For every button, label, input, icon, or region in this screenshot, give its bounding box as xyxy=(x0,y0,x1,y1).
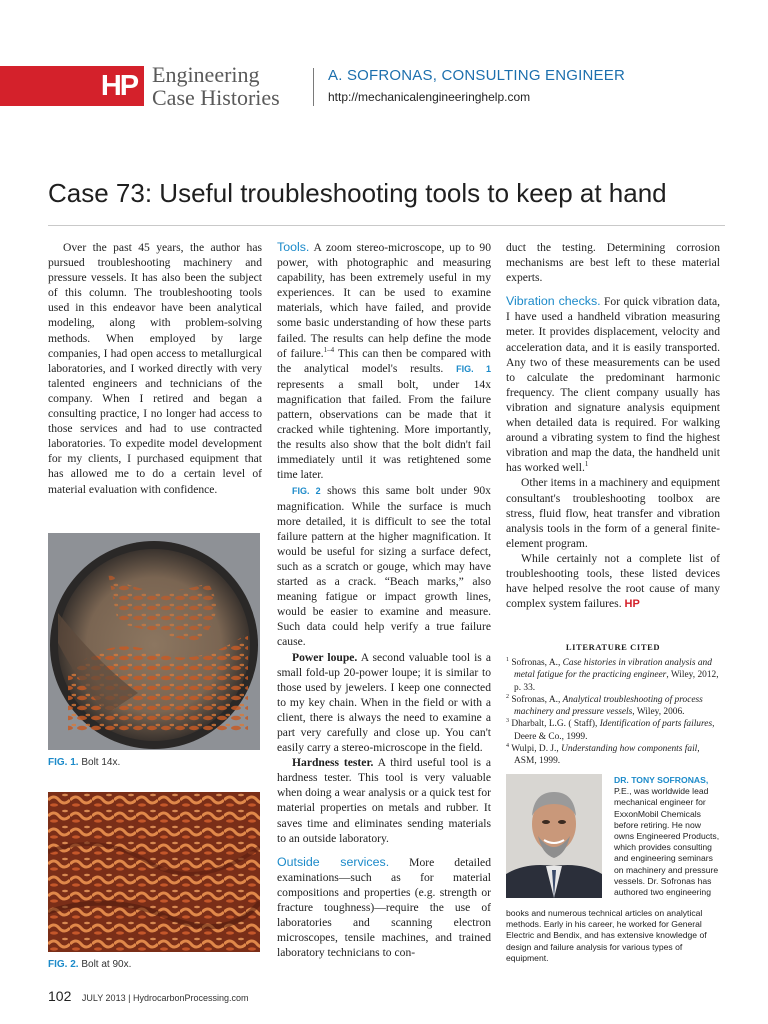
issue-date: JULY 2013 xyxy=(81,993,126,1003)
column-1 xyxy=(48,240,262,497)
hardness-paragraph: Hardness tester. A third useful tool is a hardness tester. This tool is very valuable when doing a wear analysis or a quick test for material properties on metals and rubber. It saves time and eliminates sending materials to an outside laboratory. xyxy=(277,756,491,845)
fig2-bolt-photo xyxy=(48,792,260,952)
intro-paragraph: Over the past 45 years, the author has pursued troubleshooting machinery and pressure vessels. It has also been the subject of this column. The troubleshooting tools used in this endeavor have been analytical modeling, along with problem-solving methods. When employed by large companies, I had open access to metallurgical laboratories, and I worked directly with very talented engineers and technicians of the company. When I retired and began a consulting practice, I no longer had access to those services and had to use contracted laboratories. To expedite model development for my clients, I purchased equipment that has allowed me to do a certain level of material evaluation with confidence. xyxy=(48,241,262,496)
fig1-bolt-photo xyxy=(48,533,260,750)
fig1-caption: FIG. 1. Bolt 14x. xyxy=(48,757,121,768)
literature-cited xyxy=(506,642,720,768)
fig2-reference[interactable]: FIG. 2 xyxy=(292,485,321,496)
author-bio: DR. TONY SOFRONAS, P.E., was worldwide lead mechanical engineer for ExxonMobil Chemicals before retiring. He now owns Engineered Products, which provides consulting and engineering seminars on machinery and pressure vessels. Dr. Sofronas has authored two engineering xyxy=(614,775,722,898)
reference-item: $^1$ Sofronas, A., Case histories in vibration analysis and metal fatigue for the practicing engineer, Wiley, 2012, p. 33. xyxy=(506,656,719,693)
closing-paragraph: While certainly not a complete list of troubleshooting tools, these listed devices have helped resolve the root cause of many complex system failures. HP xyxy=(506,551,720,611)
title-divider xyxy=(48,225,725,226)
column-2 xyxy=(277,240,491,960)
hardness-heading: Hardness tester. xyxy=(292,756,374,770)
outside-heading: Outside services. xyxy=(277,854,390,869)
tools-paragraph: Tools. A zoom stereo-microscope, up to 90 power, with photographic and measuring capability, has been extremely useful in my experiences. It can be used to examine materials, which have failed, and provide some basic understanding of how these parts failed. The results can help define the mode of failure.$^{1-4}$ This can then be compared with the analytical model's results. FIG. 1 represents a small bolt, under 14x magnification that failed. From the failure pattern, observations can be made that it cracked while tightening. More importantly, the results also show that the bolt didn't fail immediately until it was retightened some time later. xyxy=(277,240,491,482)
end-mark: HP xyxy=(624,598,640,611)
website-link[interactable]: http://mechanicalengineeringhelp.com xyxy=(328,90,531,104)
author-line: A. SOFRONAS, CONSULTING ENGINEER xyxy=(328,67,625,84)
series-name: Engineering Case Histories xyxy=(152,62,280,110)
hp-logo: HP xyxy=(100,69,138,102)
footer-website[interactable]: HydrocarbonProcessing.com xyxy=(132,993,249,1003)
reference-item: $^3$ Dharbalt, L.G. ( Staff), Identification of parts failures, Deere & Co., 1999. xyxy=(506,718,715,742)
fig1-reference[interactable]: FIG. 1 xyxy=(456,363,491,374)
page-number: 102 xyxy=(48,988,72,1004)
outside-paragraph: Outside services. More detailed examinations—such as for material compositions and properties (e.g. strength or fracture toughness)—require the use of laboratories and scanning electron microscopes, tensile machines, and trained laboratory technicians to con- xyxy=(277,854,491,960)
literature-heading: LITERATURE CITED xyxy=(565,642,661,652)
fig2-caption: FIG. 2. Bolt at 90x. xyxy=(48,959,132,970)
page-footer: 102 JULY 2013 | HydrocarbonProcessing.com xyxy=(48,988,249,1004)
article-title: Case 73: Useful troubleshooting tools to keep at hand xyxy=(48,178,667,208)
tools-heading: Tools. xyxy=(277,240,310,254)
column-3 xyxy=(506,240,720,612)
continuation-paragraph: duct the testing. Determining corrosion mechanisms are best left to these material experts. xyxy=(506,241,720,285)
loupe-paragraph: Power loupe. A second valuable tool is a small fold-up 20-power loupe; it is similar to those used by jewelers. I keep one connected to my key chain. When in the field or with a client, there is always the need to examine a part very carefully and close up. You can't easily carry a stereo-microscope in the field. xyxy=(277,650,491,755)
author-bio-continued: books and numerous technical articles on analytical methods. Early in his career, he worked for General Electric and Bendix, and has extensive knowledge of design and failure analysis for various types of equipment. xyxy=(506,908,707,963)
vibration-heading: Vibration checks. xyxy=(506,294,601,309)
bio-name: DR. TONY SOFRONAS, xyxy=(614,775,709,785)
vibration-paragraph: Vibration checks. For quick vibration data, I have used a handheld vibration measuring meter. It provides displacement, velocity and acceleration data, and it is easily transported. Any two of these measurements can be used to calculate the predominant harmonic frequency. The client company usually has vibration and signature analysis equipment when detailed data is required. For walking around a vibrating system to find the highest vibration and map the data, the handheld unit has worked well.$^1$ xyxy=(506,294,720,475)
header-divider xyxy=(313,68,314,106)
author-photo xyxy=(506,774,602,898)
reference-item: $^4$ Wulpi, D. J., Understanding how components fail, ASM, 1999. xyxy=(506,742,700,767)
other-items-paragraph: Other items in a machinery and equipment consultant's troubleshooting toolbox are stress, fluid flow, heat transfer and vibration analysis tools in the form of a general finite-element program. xyxy=(506,476,720,550)
reference-item: $^2$ Sofronas, A., Analytical troubleshooting of process machinery and pressure vessels, Wiley, 2006. xyxy=(506,693,703,718)
fig2-paragraph: FIG. 2 shows this same bolt under 90x magnification. While the surface is much more detailed, it is difficult to see the total failure pattern at the higher magnification. It would be useful for sizing a surface defect, such as a scratch or gouge, which may have started as a crack. “Beach marks,” also meaning fatigue or impact growth lines, would be easier to examine and measure. Such data could help verify a true failure cause. xyxy=(277,483,491,649)
loupe-heading: Power loupe. xyxy=(292,650,358,664)
